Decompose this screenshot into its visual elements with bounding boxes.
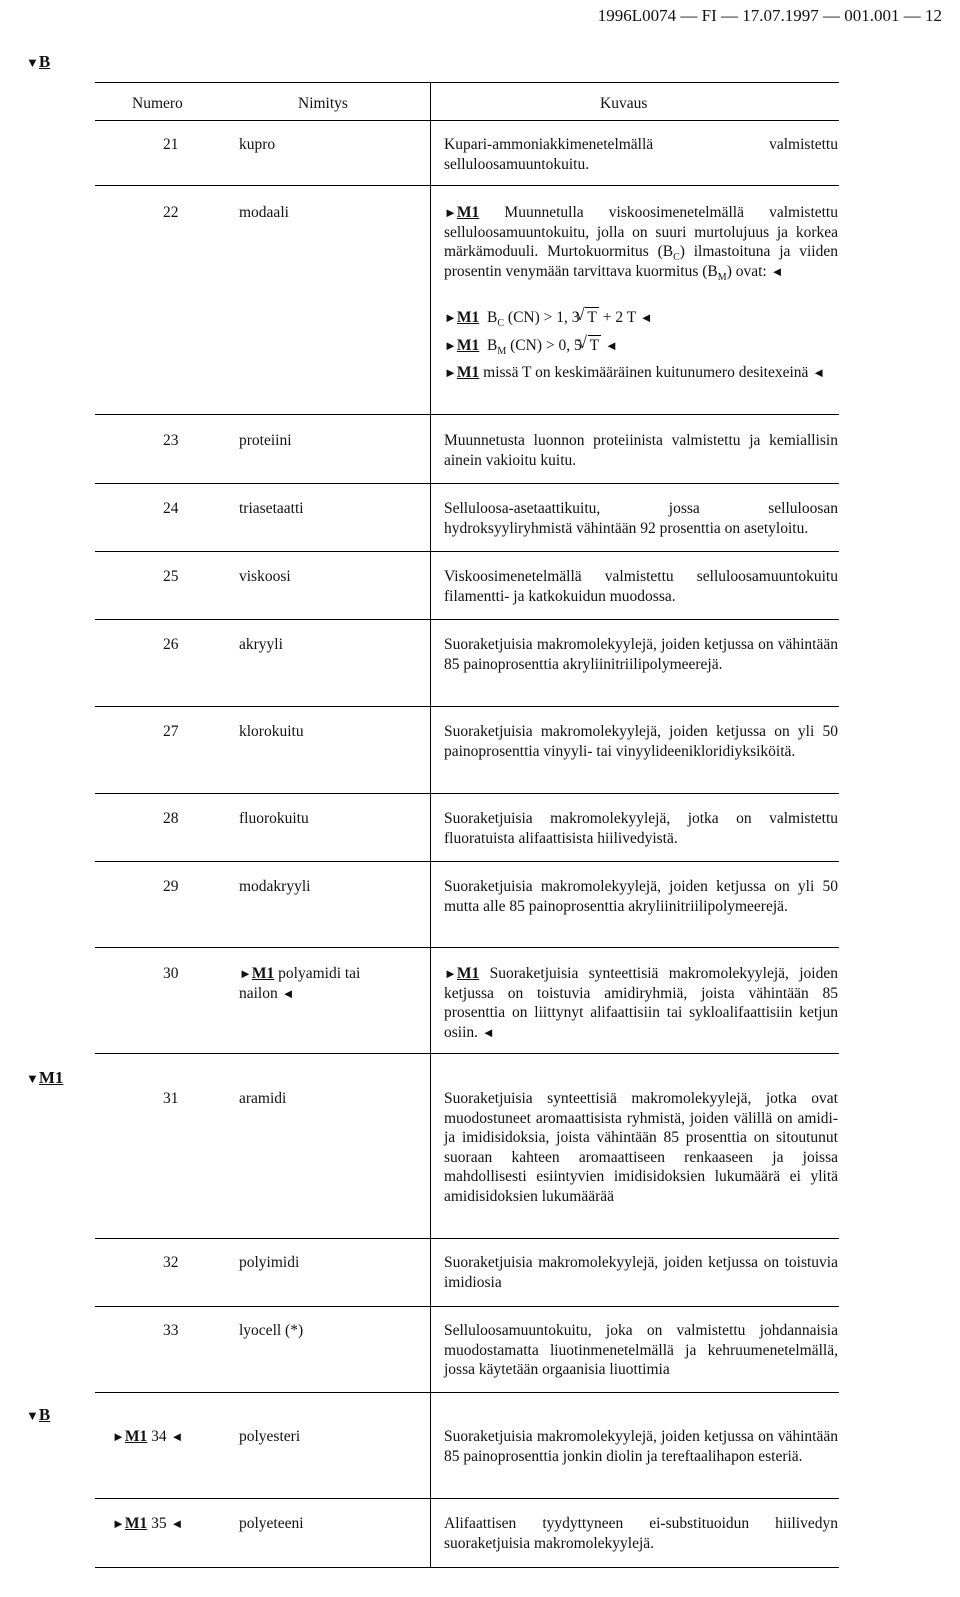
row-name: fluorokuitu	[239, 810, 309, 827]
row-name: modakryyli	[239, 878, 311, 895]
row-name: klorokuitu	[239, 723, 304, 740]
row-description: Suoraketjuisia makromolekyylejä, joiden ketjussa on toistuvia imidiosia	[444, 1254, 838, 1291]
page-header: 1996L0074 — FI — 17.07.1997 — 001.001 — 12	[597, 6, 942, 25]
row-divider	[95, 185, 839, 186]
row-number: 29	[163, 878, 179, 895]
row-number: 30	[163, 965, 179, 982]
row-name: akryyli	[239, 636, 283, 653]
left-triangle-icon: ◄	[639, 310, 653, 325]
row-number: 24	[163, 500, 179, 517]
row-description: Selluloosa-asetaattikuitu, jossa selluloosan hydroksyyliryhmistä vähintään 92 prosenttia on asetyloitu.	[444, 500, 838, 537]
row-divider	[95, 120, 839, 121]
row-divider	[95, 1498, 839, 1499]
row-description: Muunnetusta luonnon proteiinista valmistettu ja kemiallisin ainein vakioitu kuitu.	[444, 432, 838, 469]
down-triangle-icon: ▼	[26, 1071, 39, 1086]
left-triangle-icon: ◄	[812, 365, 826, 380]
amendment-link[interactable]: M1	[456, 965, 480, 982]
row-divider	[95, 793, 839, 794]
left-triangle-icon: ◄	[770, 263, 784, 279]
row-name: modaali	[239, 204, 289, 221]
marker-m1[interactable]: ▼M1	[26, 1068, 64, 1087]
row-description: Suoraketjuisia makromolekyylejä, joiden ketjussa on yli 50 mutta alle 85 painoprosenttia akryliinitriilipolymeerejä.	[444, 878, 838, 915]
row-description: Suoraketjuisia synteettisiä makromolekyylejä, jotka ovat muodostuneet aromaattisista ryhmistä, joiden välillä on amidi- ja imidisidoksia, joista vähintään 85 prosenttia on sitoutunut suoraan kahteen aromaattiseen renkaaseen ja joissa mahdollisesti esiintyvien imidisidoksien lukumäärä ei ylitä amidisidoksien lukumäärää	[444, 1090, 838, 1205]
right-triangle-icon: ►	[444, 338, 457, 353]
table-top-border	[95, 82, 839, 83]
row-name: polyesteri	[239, 1428, 301, 1445]
row-divider	[95, 551, 839, 552]
row-description: ►M1 Suoraketjuisia synteettisiä makromolekyylejä, joiden ketjussa on toistuvia amidiryhmiä, joista vähintään 85 prosenttia on liittynyt alifaattisiin tai sykloalifaattisiin ketjun osiin. ◄	[444, 965, 838, 1041]
formula-bm: ►M1 $B_M$ (CN) > 0, 5 √ T ◄	[444, 335, 618, 356]
row-divider	[95, 483, 839, 484]
row-divider	[95, 1053, 839, 1054]
row-divider	[95, 414, 839, 415]
row-number: 33	[163, 1322, 179, 1339]
right-triangle-icon: ►	[444, 205, 457, 220]
left-triangle-icon: ◄	[481, 1024, 495, 1040]
row-number: 32	[163, 1254, 179, 1271]
column-divider	[430, 82, 431, 1567]
row-name: triasetaatti	[239, 500, 304, 517]
row-divider	[95, 1238, 839, 1239]
left-triangle-icon: ◄	[170, 1516, 184, 1531]
row-name: polyimidi	[239, 1254, 300, 1271]
row-name: polyeteeni	[239, 1515, 304, 1532]
row-description: Suoraketjuisia makromolekyylejä, jotka on valmistettu fluoratuista alifaattisista hiilivedyistä.	[444, 810, 838, 847]
table-bottom-border	[95, 1567, 839, 1568]
right-triangle-icon: ►	[239, 966, 252, 981]
right-triangle-icon: ►	[444, 966, 457, 981]
amendment-link[interactable]: M1	[251, 965, 275, 982]
row-name: proteiini	[239, 432, 292, 449]
amendment-link[interactable]: M1	[456, 309, 480, 326]
row-description: Kupari-ammoniakkimenetelmällä valmistettu selluloosamuuntokuitu.	[444, 136, 838, 173]
row-number: 26	[163, 636, 179, 653]
marker-b-top[interactable]: ▼B	[26, 52, 51, 71]
row-number: ►M1 35 ◄	[112, 1515, 184, 1532]
row-description: Suoraketjuisia makromolekyylejä, joiden ketjussa on yli 50 painoprosenttia vinyyli- tai vinyylideenikloridiyksiköitä.	[444, 723, 838, 760]
column-header-nimitys: Nimitys	[298, 95, 348, 112]
row-description: ►M1 Muunnetulla viskoosimenetelmällä valmistettu selluloosamuuntokuitu, jolla on suuri murtolujuus ja korkea märkämoduuli. Murtokuormitus $(B_C)$ ilmastoituna ja viiden prosentin venymään tarvittava kuormitus $(B_M)$ ovat: ◄	[444, 204, 838, 283]
row-name: aramidi	[239, 1090, 287, 1107]
right-triangle-icon: ►	[112, 1516, 125, 1531]
row-divider	[95, 1392, 839, 1393]
amendment-link[interactable]: M1	[456, 337, 480, 354]
column-header-kuvaus: Kuvaus	[600, 95, 648, 112]
row-number: 21	[163, 136, 179, 153]
row-number: 31	[163, 1090, 179, 1107]
row-description: Suoraketjuisia makromolekyylejä, joiden ketjussa on vähintään 85 painoprosenttia akryliinitriilipolymeerejä.	[444, 636, 838, 673]
row-description: Selluloosamuuntokuitu, joka on valmistettu johdannaisia muodostamatta liuotinmenetelmällä ja kehruumenetelmällä, jossa käytetään orgaanisia liuottimia	[444, 1322, 838, 1378]
row-number: 23	[163, 432, 179, 449]
row-name: lyocell (*)	[239, 1322, 304, 1339]
column-header-numero: Numero	[132, 95, 183, 112]
formula-bc: ►M1 $B_C$ (CN) > 1, 3 √ T + 2 T ◄	[444, 307, 653, 328]
row-description: Suoraketjuisia makromolekyylejä, joiden ketjussa on vähintään 85 painoprosenttia jonkin diolin ja tereftaalihapon esteriä.	[444, 1428, 838, 1465]
row-number: 28	[163, 810, 179, 827]
row-description: Alifaattisen tyydyttyneen ei-substituoidun hiilivedyn suoraketjuisia makromolekyylejä.	[444, 1515, 838, 1552]
formula-note: ►M1 missä T on keskimääräinen kuitunumero desitexeinä ◄	[444, 364, 826, 381]
right-triangle-icon: ►	[444, 365, 457, 380]
row-divider	[95, 947, 839, 948]
amendment-link[interactable]: M1	[124, 1428, 148, 1445]
down-triangle-icon: ▼	[26, 1408, 39, 1423]
row-divider	[95, 706, 839, 707]
amendment-link[interactable]: M1	[456, 204, 480, 221]
row-divider	[95, 1306, 839, 1307]
row-number: 27	[163, 723, 179, 740]
right-triangle-icon: ►	[444, 310, 457, 325]
row-name: viskoosi	[239, 568, 291, 585]
right-triangle-icon: ►	[112, 1429, 125, 1444]
amendment-link[interactable]: M1	[124, 1515, 148, 1532]
row-number: 22	[163, 204, 179, 221]
row-name: ►M1 polyamidi tai nailon ◄	[239, 965, 361, 1002]
marker-b-bottom[interactable]: ▼B	[26, 1405, 51, 1424]
amendment-link[interactable]: M1	[456, 364, 480, 381]
left-triangle-icon: ◄	[604, 338, 618, 353]
row-description: Viskoosimenetelmällä valmistettu selluloosamuuntokuitu filamentti- ja katkokuidun muodossa.	[444, 568, 838, 605]
left-triangle-icon: ◄	[170, 1429, 184, 1444]
row-divider	[95, 861, 839, 862]
row-name: kupro	[239, 136, 276, 153]
row-number: 25	[163, 568, 179, 585]
left-triangle-icon: ◄	[281, 985, 295, 1001]
down-triangle-icon: ▼	[26, 55, 39, 70]
row-divider	[95, 619, 839, 620]
row-number: ►M1 34 ◄	[112, 1428, 184, 1445]
